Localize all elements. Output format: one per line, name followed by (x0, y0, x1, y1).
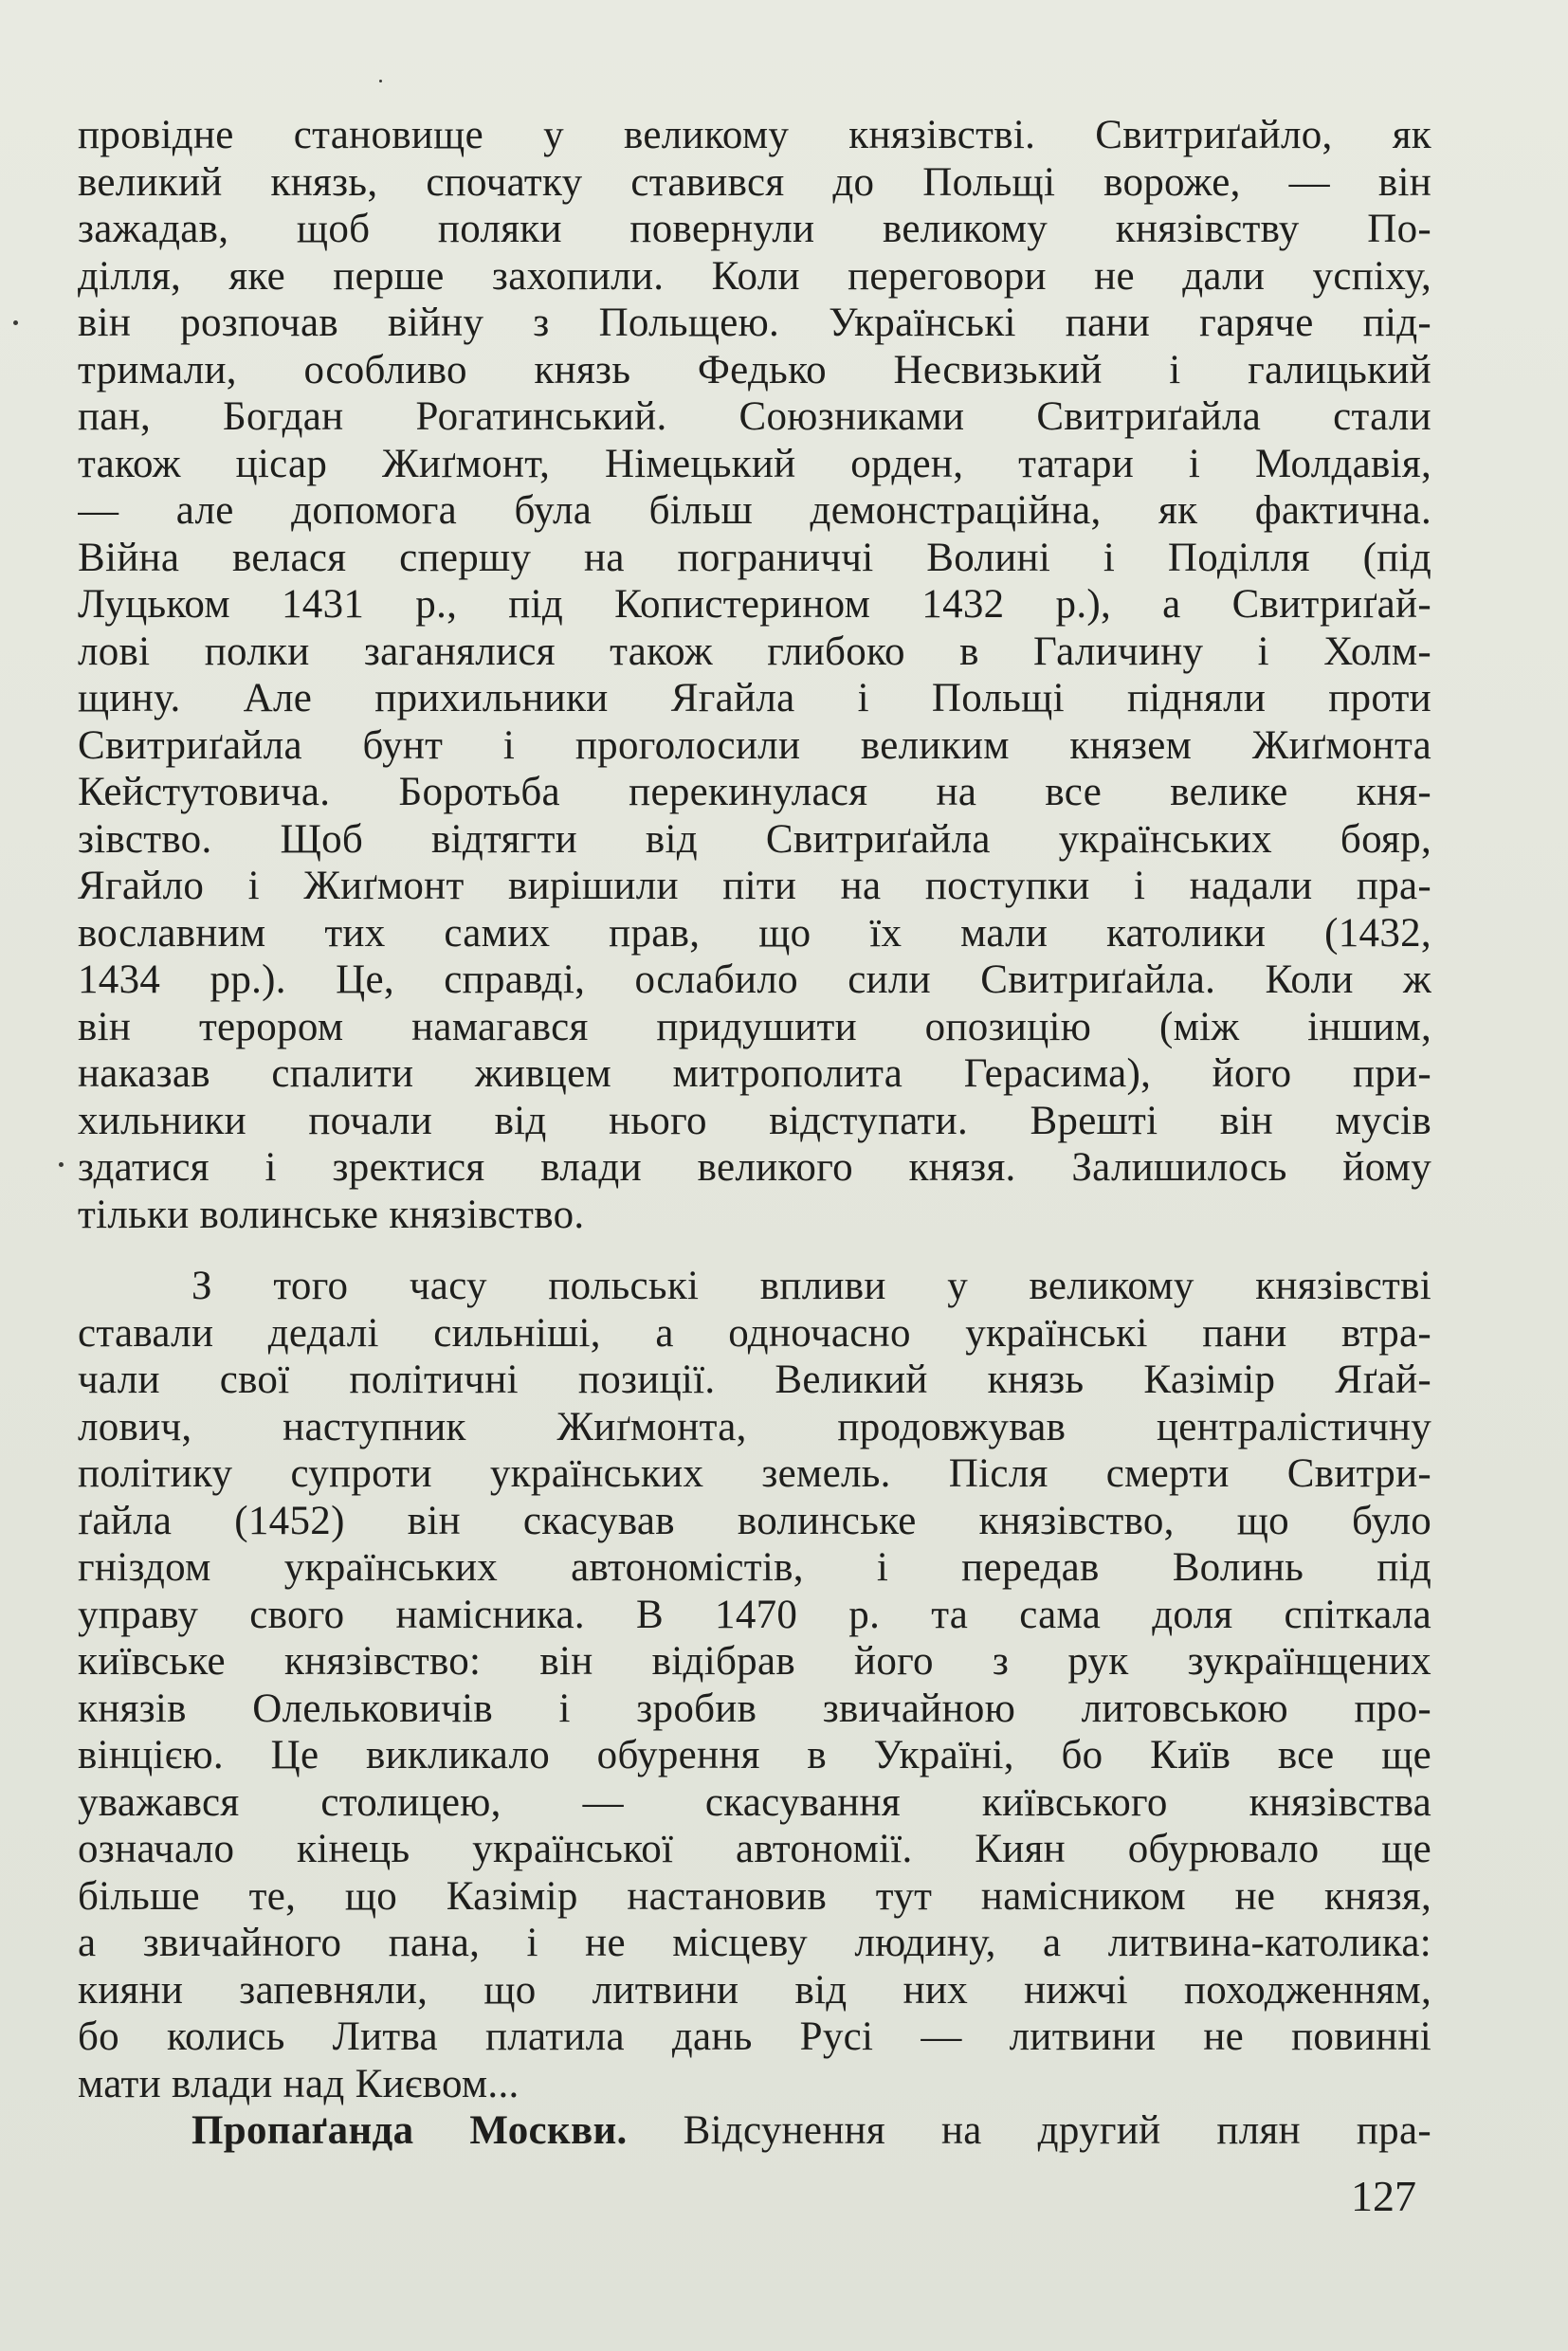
paper-speck (59, 1162, 64, 1167)
text-line: мати влади над Києвом... (78, 2061, 520, 2106)
text-line: означало кінець української автономії. Киян обурювало ще (78, 1827, 1431, 1871)
text-line: Луцьком 1431 р., під Копистерином 1432 р.), а Свитриґай- (78, 582, 1431, 627)
text-line: наказав спалити живцем митрополита Герасима), його при- (78, 1051, 1431, 1096)
paragraph-spacing (78, 1238, 1431, 1263)
section-heading: Пропаґанда Москви. (191, 2108, 628, 2153)
text-line: чали свої політичні позиції. Великий князь Казімір Яґай- (78, 1358, 1431, 1402)
text-line: здатися і зректися влади великого князя. Залишилось йому (78, 1145, 1431, 1190)
text-line: більше те, що Казімір настановив тут намісником не князя, (78, 1873, 1431, 1919)
text-line: лович, наступник Жиґмонта, продовжував централістичну (78, 1404, 1431, 1449)
text-line: Війна велася спершу на пограниччі Волині і Поділля (під (78, 535, 1431, 580)
text-line: Кейстутовича. Боротьба перекинулася на все велике кня- (78, 770, 1431, 814)
text-line: а звичайного пана, і не місцеву людину, а литвина-католика: (78, 1921, 1431, 1965)
body-text (78, 112, 1431, 2155)
paper-speck (379, 80, 382, 82)
text-line: зівство. Щоб відтягти від Свитриґайла українських бояр, (78, 816, 1431, 862)
text-line: зажадав, щоб поляки повернули великому князівству По- (78, 207, 1431, 251)
text-line: тримали, особливо князь Федько Несвизький і галицький (78, 347, 1431, 392)
text-line: управу свого намісника. В 1470 р. та сама доля спіткала (78, 1592, 1431, 1637)
paragraph-text: Відсунення на другий плян пра- (627, 2108, 1431, 2153)
text-line: провідне становище у великому князівстві. Свитриґайло, як (78, 113, 1431, 157)
text-line: кияни запевняли, що литвини від них нижчі походженням, (78, 1967, 1431, 2013)
page-number: 127 (1351, 2172, 1416, 2220)
text-line: хильники почали від нього відступати. Врешті він мусів (78, 1098, 1431, 1143)
text-line: князів Олельковичів і зробив звичайною литовською про- (78, 1686, 1431, 1731)
text-line: лові полки заганялися також глибоко в Галичину і Холм- (78, 629, 1431, 674)
text-line: тільки волинське князівство. (78, 1192, 585, 1237)
text-line: Свитриґайла бунт і проголосили великим князем Жиґмонта (78, 722, 1431, 768)
paragraph-1 (78, 112, 1431, 1238)
text-line: вінцією. Це викликало обурення в Україні, бо Київ все ще (78, 1733, 1431, 1777)
text-line: ділля, яке перше захопили. Коли переговори не дали успіху, (78, 253, 1431, 299)
text-line: ґайла (1452) він скасував волинське князівство, що було (78, 1498, 1431, 1543)
paper-speck (13, 320, 18, 325)
paragraph-3 (78, 2107, 1431, 2155)
paragraph-2 (78, 1263, 1431, 2107)
text-line: київське князівство: він відібрав його з рук зукраїнщених (78, 1639, 1431, 1684)
text-line: також цісар Жиґмонт, Німецький орден, татари і Молдавія, (78, 441, 1431, 486)
text-line: гніздом українських автономістів, і передав Волинь під (78, 1545, 1431, 1590)
text-line: Ягайло і Жиґмонт вирішили піти на поступки і надали пра- (78, 864, 1431, 908)
text-line: він розпочав війну з Польщею. Українські пани гаряче під- (78, 301, 1431, 345)
text-line: вославним тих самих прав, що їх мали католики (1432, (78, 910, 1431, 956)
text-line (78, 2107, 1431, 2155)
text-line: уважався столицею, — скасування київського князівства (78, 1779, 1431, 1825)
text-line: великий князь, спочатку ставився до Польщі вороже, — він (78, 159, 1431, 205)
text-line: 1434 рр.). Це, справді, ослабило сили Свитриґайла. Коли ж (78, 957, 1431, 1002)
text-line: З того часу польські впливи у великому князівстві (191, 1264, 1431, 1308)
text-line: політику супроти українських земель. Після смерти Свитри- (78, 1451, 1431, 1496)
text-line: ставали дедалі сильніші, а одночасно українські пани втра- (78, 1310, 1431, 1356)
text-line: пан, Богдан Рогатинський. Союзниками Свитриґайла стали (78, 394, 1431, 439)
text-line: щину. Але прихильники Ягайла і Польщі підняли проти (78, 676, 1431, 720)
text-line: — але допомога була більш демонстраційна, як фактична. (78, 488, 1431, 533)
text-line: бо колись Литва платила дань Русі — литвини не повинні (78, 2014, 1431, 2059)
text-line: він терором намагався придушити опозицію (між іншим, (78, 1004, 1431, 1049)
